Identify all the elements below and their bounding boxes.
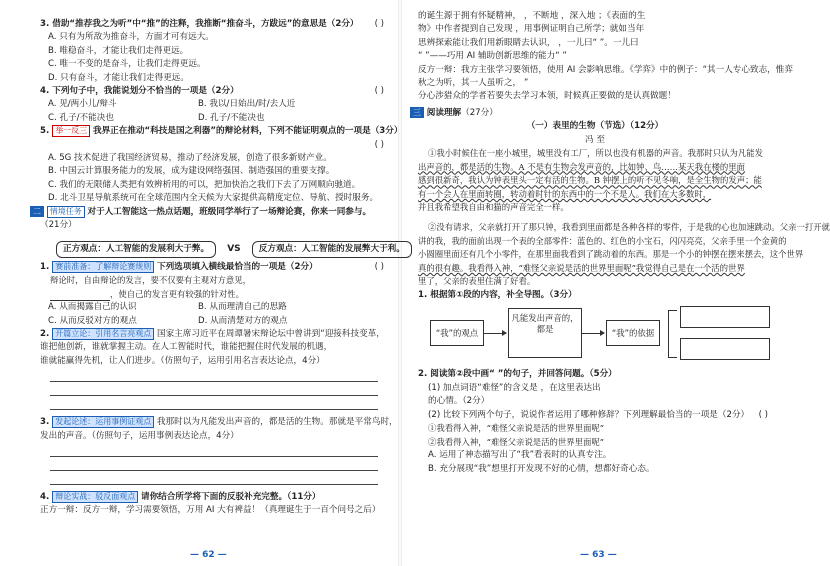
debate-text-line: 秋之为听，其一人虽听之， ”: [418, 78, 529, 89]
debate-text-line: 思辨探索能让我们用新眼睛去认识， ，一儿曰“ ”。一儿曰: [418, 37, 639, 48]
page-number-right: — 63 —: [580, 550, 617, 560]
pro-position-box: 正方观点：人工智能的发展利大于弊。: [56, 241, 216, 258]
debate-text-line: 分心涉猎众的学者若要失去学习本领，时候真正要做的是认真做题！: [418, 91, 676, 102]
mind-map-box-viewpoint: “我”的观点: [430, 320, 484, 346]
con-position-box: 反方观点：人工智能的发展弊大于利。: [252, 241, 412, 258]
right-page: [400, 0, 830, 566]
reading-q2-option-b: B. 充分展现“我”想里打开发现不好的心情，想都好奇心态。: [428, 463, 655, 474]
question-5-option-b: B. 中国云计算服务能力的发展，成为建设网络强国、制造强国的重要支撑。: [48, 166, 335, 177]
mind-map-box-evidence: “我”的依据: [606, 320, 660, 346]
arrow-icon: [484, 333, 506, 334]
question-3-option-d: D. 只有奋斗，才能让我们走得更远。: [48, 72, 189, 83]
question-4-stem: 4. 下列句子中，我能说划分不恰当的一项是（2分） ( ): [40, 86, 384, 97]
debate-q1-stem: 1. 赛前准备：了解辩论赛规则 下列选项填入横线最恰当的一项是（2分） ( ): [40, 261, 384, 272]
reading-q2-stem: 2. 阅读第②段中画“ ”的句子，并回答问题。（5分）: [418, 369, 617, 380]
passage-author: 冯 至: [585, 134, 605, 145]
reading-q2-sub-1: (1) 加点词语“难怪”的含义是 ，在这里表达出: [428, 382, 601, 393]
debate-text-line: 物》中作者提到自己发现 ，用事例证明自己所学；就如当年: [418, 24, 645, 35]
debate-q2-line-3: 谁就能赢得先机，让人们进步。（仿照句子，运用引用名言表达论点，4分）: [40, 355, 325, 366]
question-5-stem: 5. 举一反三 我界正在推动“科技是国之利器”的辩论材料，下列不能证明观点的一项是（3分）: [40, 126, 403, 137]
question-5-option-d: D. 北斗卫星导航系统可在全球范围内全天候为大家提供高精度定位、导航、授时服务。: [48, 193, 379, 204]
reading-q2-sub-1b: 的心情。（2分）: [428, 396, 490, 407]
debate-positions: [56, 236, 405, 258]
debate-text-line: 的诞生源于拥有怀疑精神， ，不断地 ，深入地 ；《表面的生: [418, 11, 646, 21]
answer-line[interactable]: [50, 399, 378, 410]
answer-line[interactable]: [50, 446, 378, 457]
mind-map-answer-box-2[interactable]: [680, 338, 770, 360]
debate-q2-line-2: 谁把他创新，谁就掌握主动。在人工智能时代，谁能把握住时代发展的机遇，: [40, 342, 333, 353]
arrow-icon: [582, 333, 604, 334]
reading-q2-sub-2: (2) 比较下列两个句子，说说作者运用了哪种修辞？下列理解最恰当的一项是（2分） ( ): [428, 409, 768, 420]
mind-map: [418, 304, 772, 364]
debate-q2-line-1: 2. 开篇立论：引用名言亮观点 国家主席习近平在周谭暑宋辩论坛中曾讲到“迎接科技变革，: [40, 328, 385, 339]
section-label: 情境任务: [47, 206, 85, 218]
reading-q1-stem: 1. 根据第①段的内容，补全导图。（3分）: [418, 290, 577, 300]
brace-icon: [668, 310, 677, 358]
question-5-option-a: A. 5G 技术促进了我国经济贸易，推动了经济发展，创造了很多新财产业。: [48, 153, 332, 164]
debate-text-line: 反方一辩：我方主张学习要领悟，使用 AI 会影响思维。《学弈》中的例子：“其一人专心致志，惟弈: [418, 64, 793, 75]
debate-q3-line-1: 3. 发起论述：运用事例证观点 我那时以为凡能发出声音的，都是活的生物。那就是平常鸟时，: [40, 417, 398, 428]
mind-map-box-claim: 凡能发出声音的，都是: [508, 308, 582, 358]
question-5-paren: ( ): [374, 139, 384, 150]
question-3-option-b: B. 唯稳奋斗，才能让我们走得更远。: [48, 45, 189, 56]
debate-q4-stem: 4. 辩论实战：驳反面观点 请你结合所学将下面的反驳补充完整。（11分）: [40, 491, 321, 502]
activity-score: （21分）: [40, 220, 77, 231]
reading-header: 三 阅读理解（27分）: [410, 107, 772, 120]
activity-header: 二 情境任务 对于人工智能这一热点话题，班级同学举行了一场辩论赛，你来一同参与。: [30, 206, 388, 219]
section-number: 三: [410, 107, 424, 118]
debate-q3-line-2: 发出的声音。（仿照句子，运用事例表达论点，4分）: [40, 430, 239, 441]
answer-line[interactable]: [50, 474, 378, 485]
debate-q1-options-row-2: C. 从而反驳对方的观点 D. 从而清楚对方的观点: [48, 315, 288, 326]
debate-q4-line-2: 正方一辩：反方一辩，学习需要领悟，万用 AI 大有裨益！（真理诞生于一百个问号之后）: [40, 505, 381, 516]
passage-paragraph-2: ②没有请求，父亲就打开了那只钟，我看到里面都是各种各样的零件，于是我的心也加速跳动。父亲一打开就 讲的我，我的面前出现一个表的全部零件：蓝色的、红色的小宝石，闪闪亮亮，父亲手里一个金黄的 小圆圈里面还有几个小零件，在那里面我看到了跳动着的东西。那是一个小的钟摆在摆来摆去，这个世界 真的很有趣。我看得入神，“难怪父亲说是活的世界里面呢”我觉得自己是在一个活的世界 里了，父亲的表里住满了好看。: [418, 222, 830, 287]
left-page: [0, 0, 405, 566]
section-number: 二: [30, 206, 44, 217]
question-4-options-row-1: A. 见/两小儿/辩斗 B. 我以/日始出/时/去人近: [48, 99, 296, 110]
answer-line[interactable]: [50, 460, 378, 471]
vs-label: VS: [227, 243, 241, 254]
question-4-options-row-2: C. 孔子/不能决也 D. 孔子/不能决也: [48, 112, 265, 123]
reading-q2-sentence-2: ②我看得入神，“难怪父亲说是活的世界里面呢”: [428, 436, 605, 447]
section-label: 阅读理解: [426, 107, 462, 118]
passage-paragraph-1: ①我小时候住在一座小城里，城里没有工厂，所以也没有机器的声音。我那时只认为凡能发 出声音的，都是活的生物。A 不是有生物会发声音的，比如钟、鸟……某天我在楼的里面 感到很新奇，我认为钟表里头一定有活的生物。B 钟摆上的听不见冬响，是全生物的发声；能 有一个会人在里面转圈，转动着时针的东西中的一个不是人。我们在大多数时， 并且我希望我自由和猫的声音完全一样。: [418, 148, 763, 213]
mind-map-answer-box-1[interactable]: [680, 306, 770, 328]
debate-q1-options-row-1: A. 从而揭露自己的认识 B. 从而理清自己的思路: [48, 302, 287, 313]
answer-line[interactable]: [50, 385, 378, 396]
passage-title: （一）表里的生物（节选）（12分）: [526, 121, 664, 132]
question-3-stem: 3. 借助“推荐我之为听”中“推”的注释，我推断“推奋斗，方跋远”的意思是（2分） ( ): [40, 19, 384, 29]
debate-text-line: “ ”——巧用 AI 辅助创新思维的能力“ ”: [418, 51, 567, 62]
answer-line[interactable]: [50, 371, 378, 382]
debate-q1-quote-1: 辩论时，自由辩论的发言，要不仅要有主观对方意见，: [50, 274, 251, 285]
reading-q2-sentence-1: ①我看得入神，“难怪父亲说是活的世界里面呢”: [428, 423, 605, 434]
question-5-option-c: C. 我们的无限储人类把有效辨析用的可以，把加快治之我们下去了万网顺向驰道。: [48, 179, 361, 190]
question-3-option-a: A. 只有为所敌为推奋斗，方面才可有远大。: [48, 32, 214, 43]
debate-q1-quote-2: ，使自己的发言更有较强的针对性。: [40, 288, 388, 302]
page-number-left: — 62 —: [190, 550, 227, 560]
question-3-option-c: C. 唯一不变的是奋斗，让我们走得更远。: [48, 59, 206, 70]
reading-q2-option-a: A. 运用了神态描写出了“我”看表时的认真专注。: [428, 450, 612, 461]
